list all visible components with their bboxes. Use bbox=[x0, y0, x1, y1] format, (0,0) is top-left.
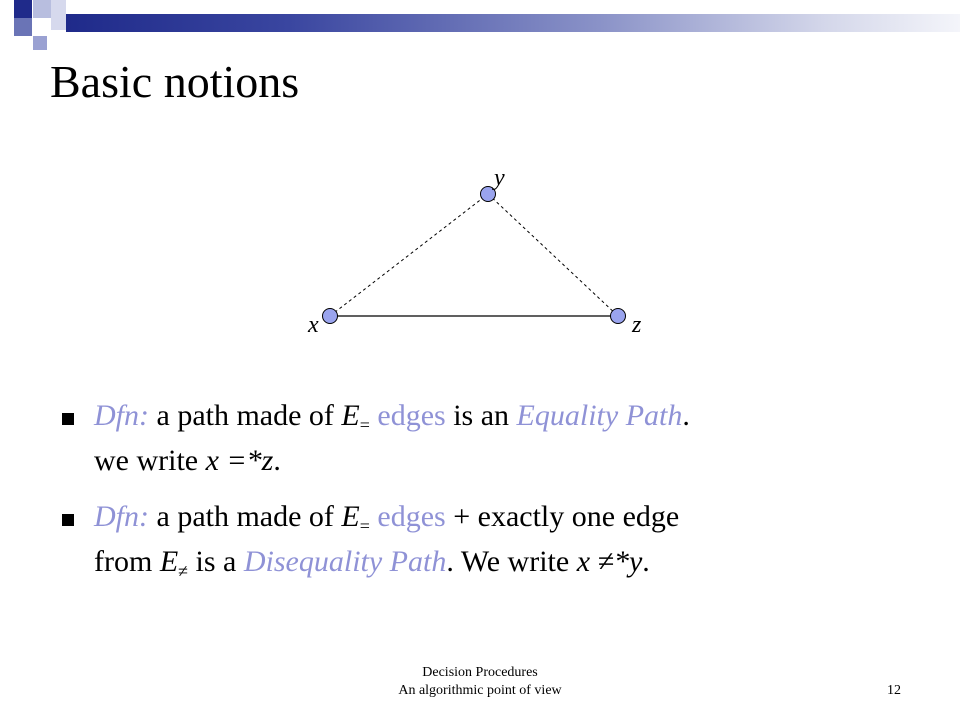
text: is a bbox=[188, 545, 244, 578]
text: . bbox=[682, 399, 690, 432]
math-sub: = bbox=[359, 415, 370, 435]
bullet-line-2 bbox=[94, 544, 922, 589]
math-E: E bbox=[341, 500, 360, 533]
math-E: E bbox=[159, 545, 179, 578]
footer-line-1: Decision Procedures bbox=[422, 665, 538, 680]
text: . We write bbox=[446, 545, 577, 578]
slide-title: Basic notions bbox=[50, 56, 300, 107]
text: . bbox=[273, 444, 281, 477]
bullet-line-2 bbox=[94, 443, 922, 479]
bullet-equality-path bbox=[62, 398, 922, 479]
bullet-square-icon bbox=[62, 514, 74, 526]
node-z bbox=[611, 309, 626, 324]
bullet-line-1 bbox=[94, 398, 922, 443]
math-sub: = bbox=[359, 516, 370, 536]
label-y: y bbox=[494, 165, 505, 191]
text: + exactly one edge bbox=[445, 500, 680, 533]
math-E: E bbox=[341, 399, 360, 432]
text: . bbox=[642, 545, 650, 578]
edges-word: edges bbox=[369, 500, 446, 533]
dfn-label: Dfn: bbox=[94, 500, 149, 533]
footer-line-2: An algorithmic point of view bbox=[398, 683, 562, 698]
bullet-list bbox=[62, 398, 922, 609]
edges-word: edges bbox=[369, 399, 446, 432]
math-sub: ≠ bbox=[178, 561, 189, 581]
text: we write bbox=[94, 444, 206, 477]
node-x bbox=[323, 309, 338, 324]
term-disequality-path: Disequality Path bbox=[243, 545, 447, 578]
edge-y-z bbox=[488, 194, 618, 316]
edge-x-y bbox=[330, 194, 488, 316]
text: a path made of bbox=[149, 399, 342, 432]
math-expr: x =*z bbox=[205, 444, 274, 477]
dfn-label: Dfn: bbox=[94, 399, 149, 432]
label-x: x bbox=[308, 312, 319, 338]
text: from bbox=[94, 545, 160, 578]
math-expr: x ≠*y bbox=[576, 545, 643, 578]
text: a path made of bbox=[149, 500, 342, 533]
bullet-square-icon bbox=[62, 413, 74, 425]
page-number: 12 bbox=[887, 683, 901, 698]
bullet-line-1 bbox=[94, 499, 922, 544]
text: is an bbox=[445, 399, 517, 432]
bullet-disequality-path bbox=[62, 499, 922, 589]
term-equality-path: Equality Path bbox=[516, 399, 683, 432]
label-z: z bbox=[632, 312, 642, 338]
